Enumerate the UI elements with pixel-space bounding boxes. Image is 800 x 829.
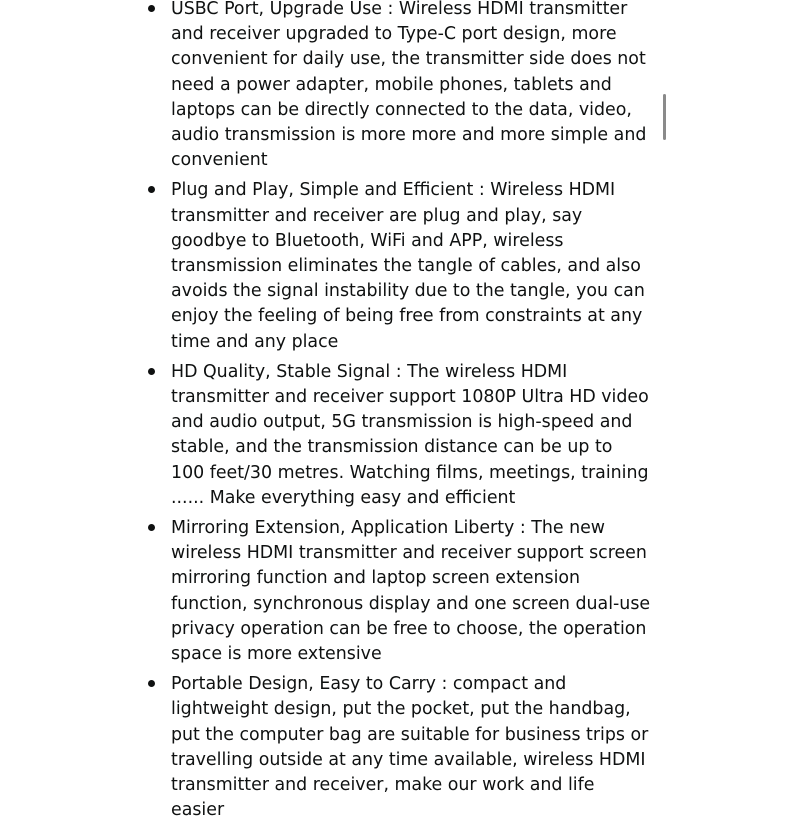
bullet-text: USBC Port, Upgrade Use : Wireless HDMI transmitter and receiver upgraded to Type-C port design, more convenient for daily use, the transmitter side does not need a power adapter, mobile phones, tablets and laptops can be directly connected to the data, video, audio transmission is more more and more simple and convenient — [171, 0, 647, 171]
bullet-text: Mirroring Extension, Application Liberty : The new wireless HDMI transmitter and receiver support screen mirroring function and laptop screen extension function, synchronous display and one screen dual-use privacy operation can be free to choose, the operation space is more extensive — [171, 518, 651, 665]
bullet-item-plug-and-play — [171, 178, 651, 354]
bullet-item-usbc-port — [171, 0, 651, 173]
bullet-dot-icon — [148, 186, 155, 193]
bullet-dot-icon — [148, 680, 155, 687]
bullet-text: Portable Design, Easy to Carry : compact and lightweight design, put the pocket, put the handbag, put the computer bag are suitable for business trips or travelling outside at any time available, wireless HDMI transmitter and receiver, make our work and life easier — [171, 674, 649, 821]
bullet-dot-icon — [148, 5, 155, 12]
bullet-text: Plug and Play, Simple and Efficient : Wireless HDMI transmitter and receiver are plug and play, say goodbye to Bluetooth, WiFi and APP, wireless transmission eliminates the tangle of cables, and also avoids the signal instability due to the tangle, you can enjoy the feeling of being free from constraints at any time and any place — [171, 180, 645, 352]
bullet-item-mirroring-extension — [171, 516, 651, 667]
bullet-item-portable-design — [171, 672, 651, 823]
bullet-text: HD Quality, Stable Signal : The wireless HDMI transmitter and receiver support 1080P Ultra HD video and audio output, 5G transmission is high-speed and stable, and the transmission distance can be up to 100 feet/30 metres. Watching films, meetings, training ...... Make everything easy and efficient — [171, 361, 649, 508]
bullet-dot-icon — [148, 368, 155, 375]
bullet-dot-icon — [148, 524, 155, 531]
scrollbar-thumb[interactable] — [663, 94, 666, 140]
bullet-item-hd-quality — [171, 360, 651, 511]
